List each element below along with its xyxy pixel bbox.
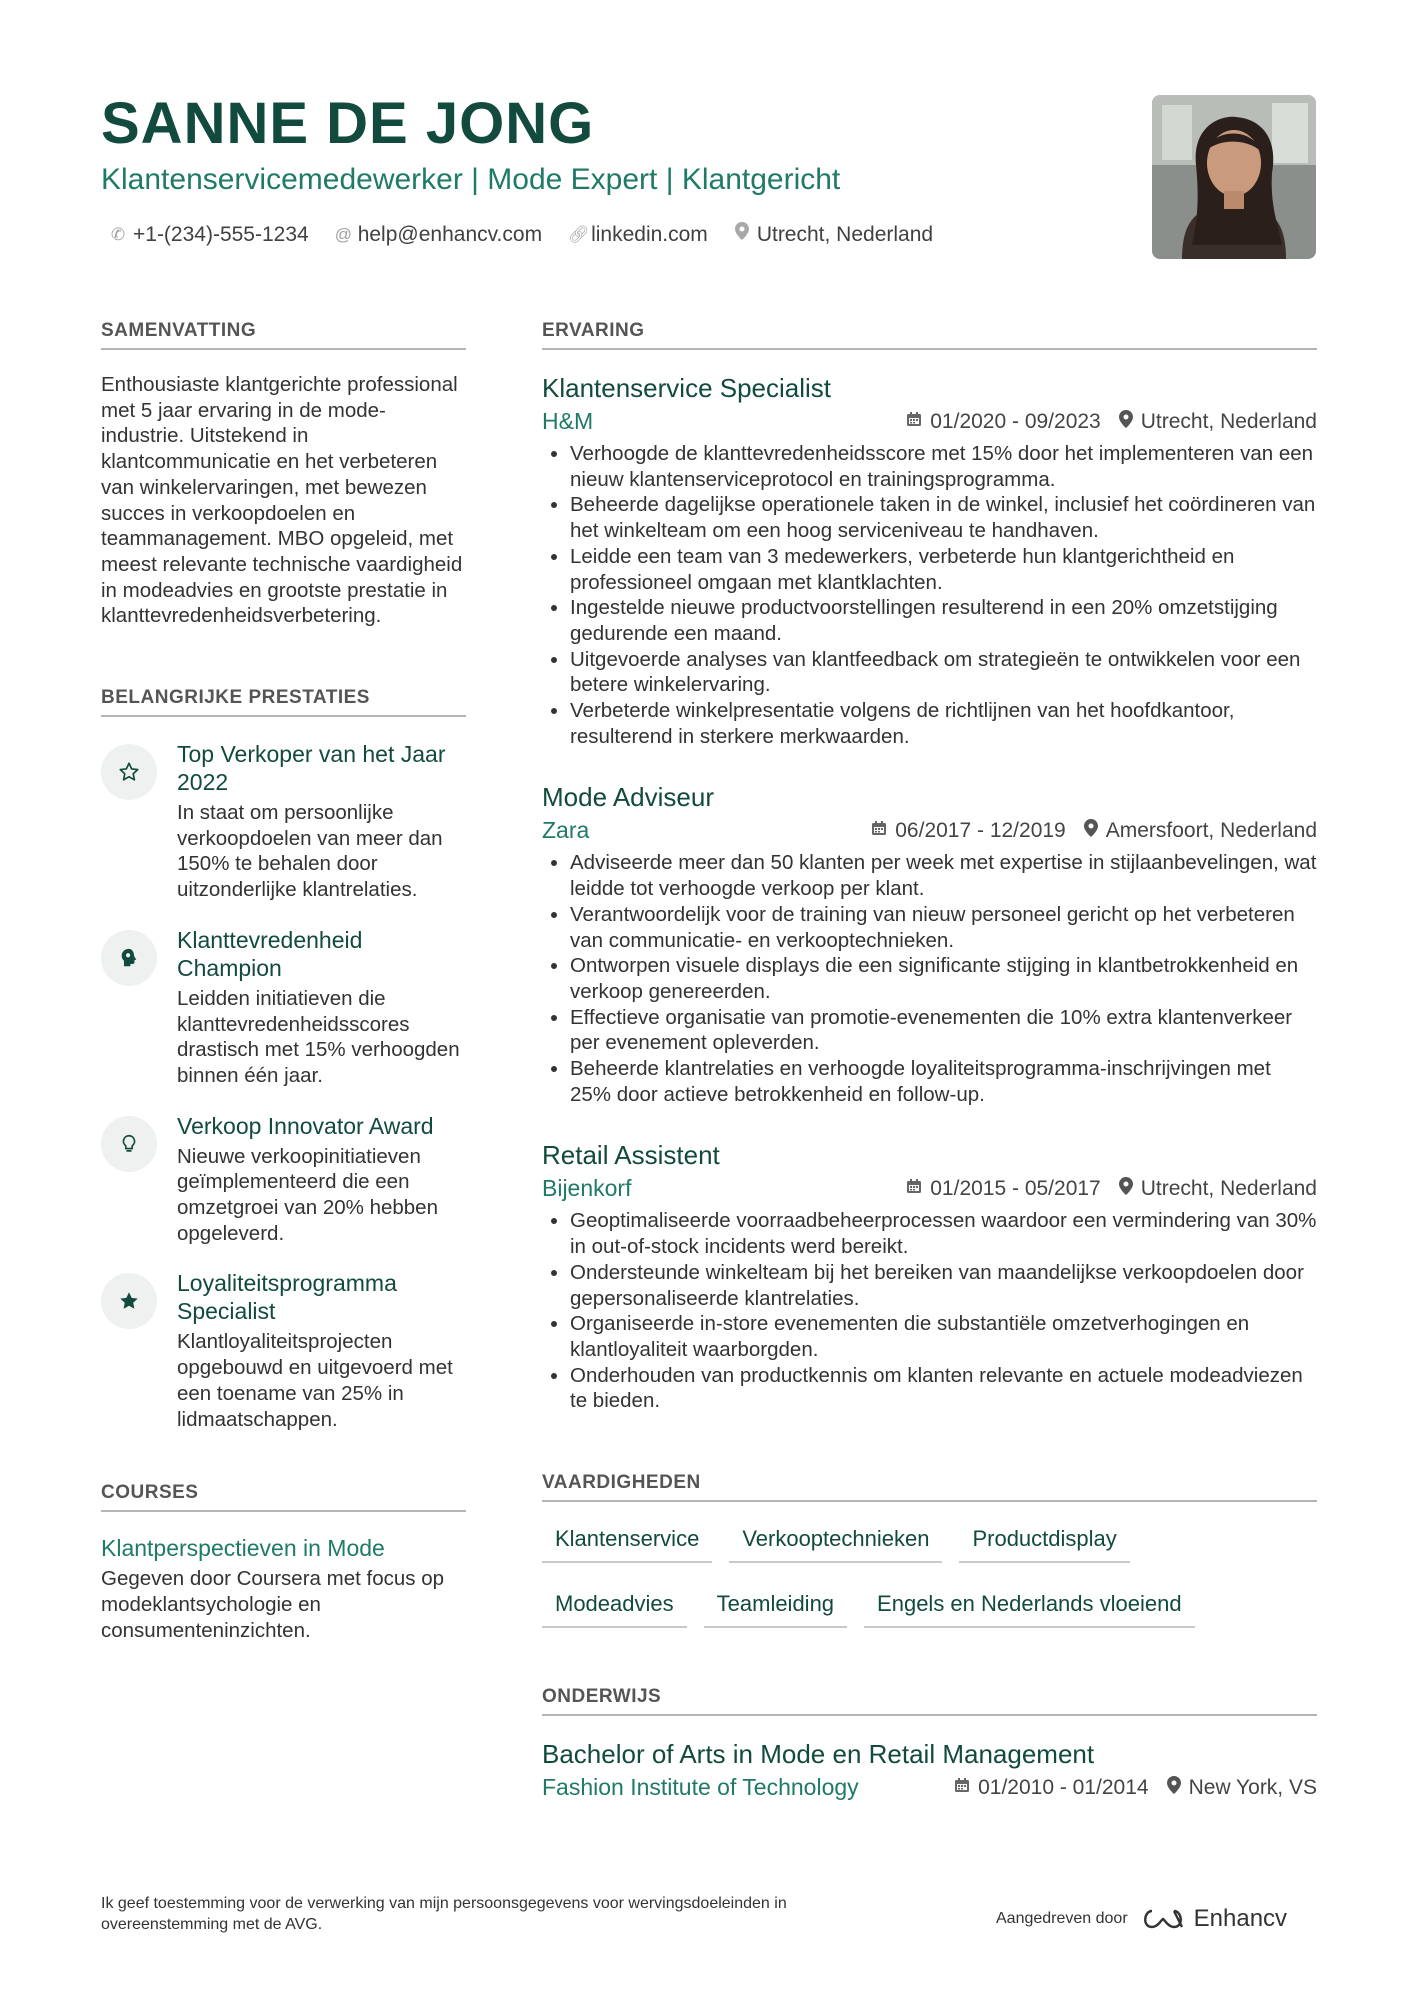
job-entry	[542, 372, 1317, 749]
location-text: Utrecht, Nederland	[756, 223, 934, 246]
star-filled-icon	[101, 1273, 157, 1329]
course-desc: Gegeven door Coursera met focus op modeklantsychologie en consumenteninzichten.	[101, 1567, 444, 1642]
bullet-item: • Beheerde klantrelaties en verhoogde loyaliteitsprogramma-inschrijvingen met 25% door actieve betrokkenheid en follow-up.	[570, 1056, 1317, 1107]
head-brain-icon	[101, 930, 157, 986]
bullet-item: • Leidde een team van 3 medewerkers, verbeterde hun klantgerichtheid en professioneel omgaan met klantklachten.	[570, 544, 1317, 595]
lightbulb-icon	[101, 1116, 157, 1172]
job-dates: 01/2020 - 09/2023	[930, 409, 1101, 433]
company-name: Zara	[542, 817, 590, 844]
school-name: Fashion Institute of Technology	[542, 1774, 859, 1801]
star-outline-icon	[101, 744, 157, 800]
summary-section	[101, 320, 466, 629]
contact-phone[interactable]	[110, 220, 309, 250]
achievement-desc: Nieuwe verkoopinitiatieven geïmplementeerd die een omzetgroei van 20% hebben opgeleverd.	[177, 1144, 438, 1245]
job-entry	[542, 1139, 1317, 1414]
education-dates: 01/2010 - 01/2014	[978, 1775, 1149, 1799]
job-bullets	[542, 441, 1317, 749]
bullet-item: • Ondersteunde winkelteam bij het bereiken van maandelijkse verkoopdoelen door gepersonaliseerde klantrelaties.	[570, 1260, 1317, 1311]
contact-location	[734, 220, 933, 250]
location-pin-icon	[1119, 410, 1133, 433]
bullet-item: • Beheerde dagelijkse operationele taken in de winkel, inclusief het coördineren van het winkelteam om een hoog serviceniveau te handhaven.	[570, 492, 1317, 543]
job-entry	[542, 781, 1317, 1107]
education-section	[542, 1686, 1317, 1801]
phone-icon: ✆	[110, 225, 126, 244]
job-bullets	[542, 1208, 1317, 1414]
bullet-item: • Verantwoordelijk voor de training van nieuw personeel gericht op het verbeteren van communicatie- en verkooptechnieken.	[570, 902, 1317, 953]
education-heading: ONDERWIJS	[542, 1686, 1317, 1716]
summary-text: Enthousiaste klantgerichte professional met 5 jaar ervaring in de mode-industrie. Uitstekend in klantcommunicatie en het verbeteren van winkelervaringen, met bewezen succes in verkoopdoelen en teammanagement. MBO opgeleid, met meest relevante technische vaardigheid in modeadvies en grootste prestatie in klanttevredenheidsverbetering.	[101, 373, 463, 628]
bullet-item: • Adviseerde meer dan 50 klanten per week met expertise in stijlaanbevelingen, wat leidde tot verhoogde verkoop per klant.	[570, 850, 1317, 901]
bullet-item: • Onderhouden van productkennis om klanten relevante en actuele modeadviezen te bieden.	[570, 1363, 1317, 1414]
achievement-item	[101, 1112, 466, 1247]
bullet-item: • Effectieve organisatie van promotie-evenementen die 10% extra klantenverkeer per evenement opleverden.	[570, 1005, 1317, 1056]
left-column	[101, 320, 466, 1643]
skill-tag: Modeadvies	[542, 1585, 687, 1628]
calendar-icon	[954, 1777, 970, 1798]
education-location: New York, VS	[1188, 1775, 1317, 1799]
achievements-heading: BELANGRIJKE PRESTATIES	[101, 687, 466, 717]
degree-title: Bachelor of Arts in Mode en Retail Management	[542, 1739, 1095, 1770]
skill-tag: Productdisplay	[959, 1520, 1129, 1563]
location-pin-icon	[1084, 819, 1098, 842]
candidate-headline: Klantenservicemedewerker | Mode Expert | Klantgericht	[101, 163, 841, 196]
experience-heading: ERVARING	[542, 320, 1317, 350]
skill-tag: Klantenservice	[542, 1520, 712, 1563]
job-location: Utrecht, Nederland	[1140, 409, 1317, 433]
company-name: H&M	[542, 408, 594, 434]
summary-heading: SAMENVATTING	[101, 320, 466, 350]
bullet-item: • Verhoogde de klanttevredenheidsscore met 15% door het implementeren van een nieuw klantenserviceprotocol en trainingsprogramma.	[570, 441, 1317, 492]
email-text: help@enhancv.com	[357, 223, 543, 246]
job-dates: 06/2017 - 12/2019	[895, 818, 1066, 842]
candidate-name: SANNE DE JONG	[101, 91, 595, 156]
gdpr-consent-note: Ik geef toestemming voor de verwerking van mijn persoonsgegevens voor wervingsdoeleinden in overeenstemming met de AVG.	[101, 1895, 787, 1933]
location-pin-icon	[1119, 1177, 1133, 1200]
bullet-item: • Organiseerde in-store evenementen die substantiële omzetverhogingen en klantloyaliteit waarborgden.	[570, 1311, 1317, 1362]
linkedin-text: linkedin.com	[591, 223, 708, 246]
skills-list	[542, 1520, 1282, 1628]
achievement-title: Top Verkoper van het Jaar 2022	[177, 741, 446, 796]
skill-tag: Teamleiding	[704, 1585, 847, 1628]
calendar-icon	[871, 820, 887, 841]
calendar-icon	[906, 411, 922, 432]
calendar-icon	[906, 1178, 922, 1199]
achievement-desc: In staat om persoonlijke verkoopdoelen van meer dan 150% te behalen door uitzonderlijke klantrelaties.	[177, 801, 443, 902]
location-pin-icon	[1167, 1776, 1181, 1799]
contact-bar	[110, 220, 933, 250]
achievements-section	[101, 687, 466, 1432]
achievement-title: Loyaliteitsprogramma Specialist	[177, 1270, 397, 1325]
skills-heading: VAARDIGHEDEN	[542, 1472, 1317, 1502]
phone-text: +1-(234)-555-1234	[133, 223, 309, 246]
experience-section	[542, 320, 1317, 1414]
skill-tag: Verkooptechnieken	[729, 1520, 942, 1563]
bullet-item: • Verbeterde winkelpresentatie volgens de richtlijnen van het hoofdkantoor, resulterend in sterkere merkwaarden.	[570, 698, 1317, 749]
location-pin-icon	[734, 220, 750, 250]
bullet-item: • Ontworpen visuele displays die een significante stijging in klantbetrokkenheid en verkoop genereerden.	[570, 953, 1317, 1004]
job-title: Mode Adviseur	[542, 782, 714, 813]
job-location: Utrecht, Nederland	[1140, 1176, 1317, 1200]
course-title: Klantperspectieven in Mode	[101, 1535, 385, 1562]
skill-tag: Engels en Nederlands vloeiend	[864, 1585, 1195, 1628]
courses-section	[101, 1482, 466, 1643]
job-title: Retail Assistent	[542, 1140, 720, 1171]
job-bullets	[542, 850, 1317, 1107]
job-dates: 01/2015 - 05/2017	[930, 1176, 1101, 1200]
contact-email[interactable]	[335, 220, 542, 250]
achievement-desc: Leidden initiatieven die klanttevredenheidsscores drastisch met 15% verhoogden binnen één jaar.	[177, 986, 460, 1087]
right-column	[542, 320, 1317, 1801]
skills-section	[542, 1472, 1317, 1628]
achievement-item	[101, 740, 466, 903]
achievement-item	[101, 1269, 466, 1432]
achievement-desc: Klantloyaliteitsprojecten opgebouwd en uitgevoerd met een toename van 25% in lidmaatschappen.	[177, 1330, 453, 1431]
bullet-item: • Uitgevoerde analyses van klantfeedback om strategieën te ontwikkelen voor een betere winkelervaring.	[570, 647, 1317, 698]
enhancv-logo	[1140, 1905, 1287, 1933]
achievement-item	[101, 926, 466, 1089]
profile-photo	[1152, 95, 1316, 259]
bullet-item: • Ingestelde nieuwe productvoorstellingen resulterend in een 20% omzetstijging gedurende een maand.	[570, 595, 1317, 646]
job-location: Amersfoort, Nederland	[1105, 818, 1317, 842]
powered-by-label: Aangedreven door	[996, 1910, 1128, 1927]
company-name: Bijenkorf	[542, 1175, 632, 1202]
link-icon: 🔗︎	[568, 225, 590, 244]
brand-name: Enhancv	[1193, 1905, 1288, 1932]
contact-linkedin[interactable]	[568, 220, 708, 250]
powered-by[interactable]	[996, 1905, 1287, 1933]
at-icon: @	[334, 225, 352, 244]
achievement-title: Klanttevredenheid Champion	[177, 926, 363, 981]
bullet-item: • Geoptimaliseerde voorraadbeheerprocessen waardoor een vermindering van 30% in out-of-stock incidents werd bereikt.	[570, 1208, 1317, 1259]
job-title: Klantenservice Specialist	[542, 373, 832, 403]
courses-heading: COURSES	[101, 1482, 466, 1512]
achievement-title: Verkoop Innovator Award	[177, 1112, 434, 1139]
